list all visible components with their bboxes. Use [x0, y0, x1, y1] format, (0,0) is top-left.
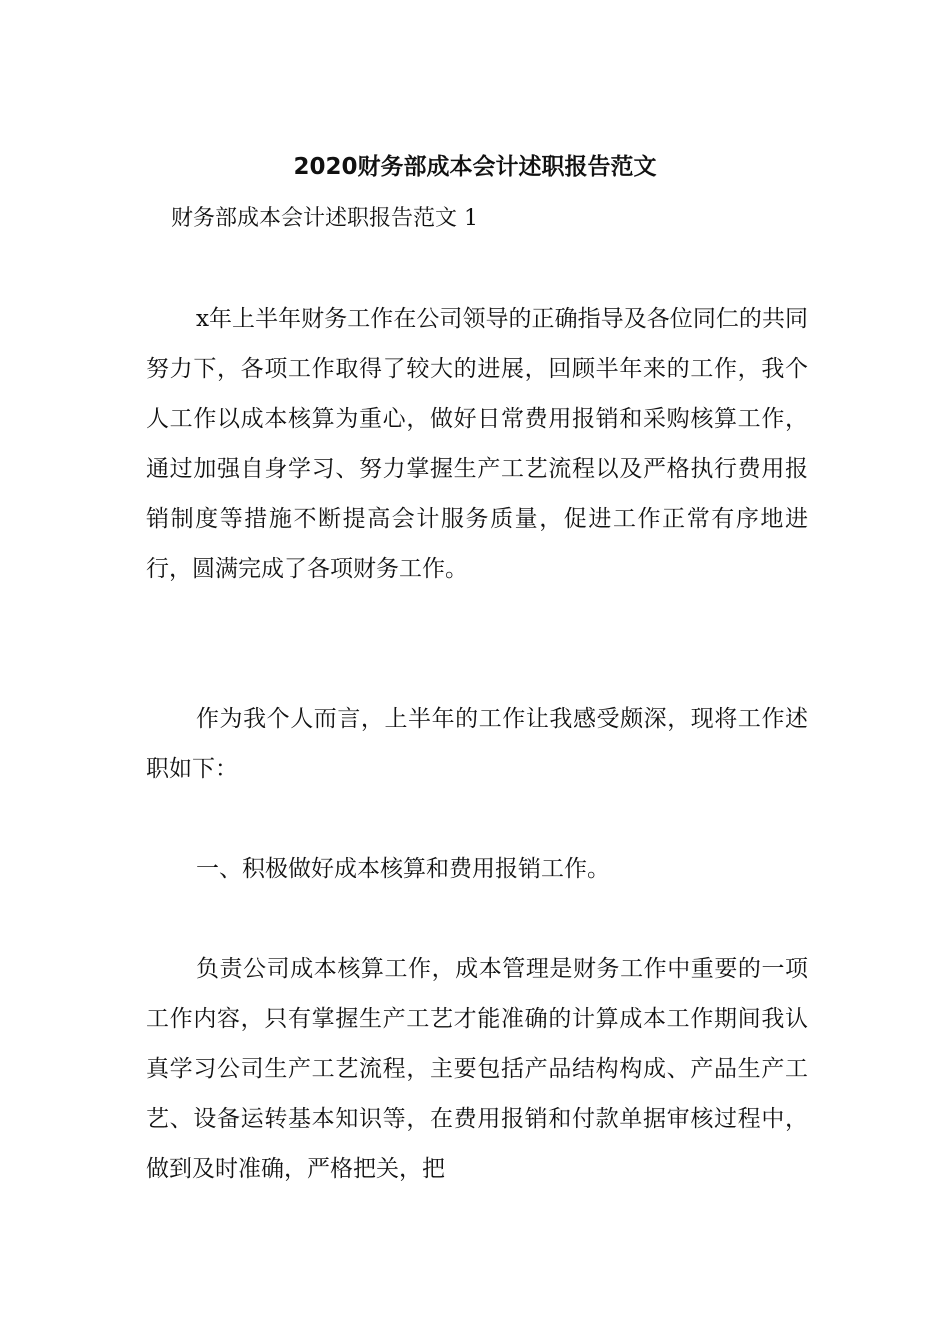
- section-heading-cost-accounting: 一、积极做好成本核算和费用报销工作。: [196, 856, 610, 882]
- paragraph-personal-reflection: 作为我个人而言，上半年的工作让我感受颇深，现将工作述职如下：: [146, 706, 808, 782]
- paragraph-work-overview: x年上半年财务工作在公司领导的正确指导及各位同仁的共同努力下，各项工作取得了较大的进展，回顾半年来的工作，我个人工作以成本核算为重心，做好日常费用报销和采购核算工作，通过加强自身学习、努力掌握生产工艺流程以及严格执行费用报销制度等措施不断提高会计服务质量，促进工作正常有序地进行，圆满完成了各项财务工作。: [146, 306, 808, 582]
- document-subtitle: 财务部成本会计述职报告范文 1: [171, 206, 478, 231]
- paragraph-cost-accounting-details: 负责公司成本核算工作，成本管理是财务工作中重要的一项工作内容，只有掌握生产工艺才能准确的计算成本工作期间我认真学习公司生产工艺流程，主要包括产品结构构成、产品生产工艺、设备运转基本知识等，在费用报销和付款单据审核过程中，做到及时准确，严格把关，把: [146, 956, 808, 1182]
- document-title: 2020财务部成本会计述职报告范文: [293, 154, 657, 180]
